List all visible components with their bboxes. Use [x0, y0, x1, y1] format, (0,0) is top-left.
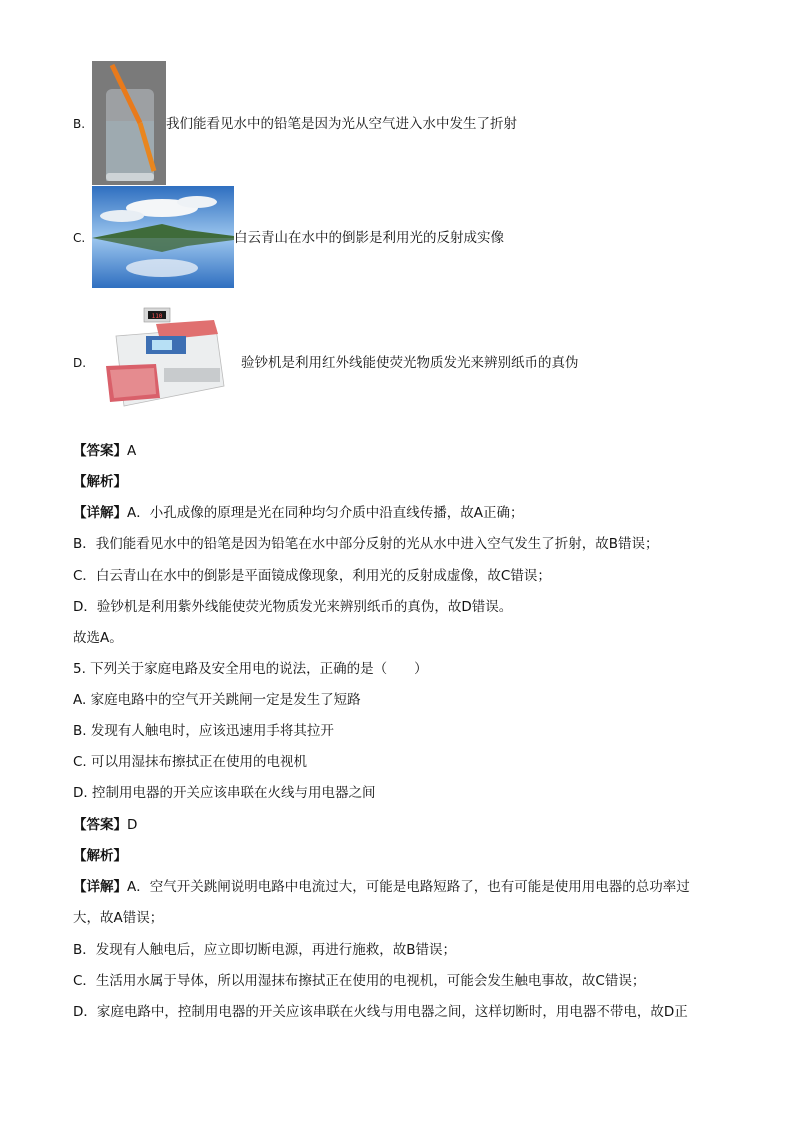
q4-answer	[73, 441, 136, 461]
q5-explanation-line	[73, 877, 690, 897]
lake-reflection-image	[92, 186, 234, 288]
machine-display-text: 110	[151, 313, 163, 320]
q5-stem: 5. 下列关于家庭电路及安全用电的说法，正确的是（ ）	[73, 661, 428, 677]
money-counter-image	[96, 306, 241, 414]
option-d-text: 验钞机是利用红外线能使荧光物质发光来辨别纸币的真伪	[241, 355, 579, 371]
q4-explanation-line: B．我们能看见水中的铅笔是因为铅笔在水中部分反射的光从水中进入空气发生了折射，故B错误；	[73, 536, 659, 552]
pencil-in-water-image	[92, 61, 166, 185]
q5-explanation-line: B．发现有人触电后，应立即切断电源，再进行施救，故B错误；	[73, 942, 457, 958]
q4-explanation-line: D．验钞机是利用紫外线能使荧光物质发光来辨别纸币的真伪，故D错误。	[73, 599, 513, 615]
q5-explanation-text: A．空气开关跳闸说明电路中电流过大，可能是电路短路了，也有可能是使用用电器的总功率过	[127, 879, 690, 895]
option-d-letter: D.	[73, 356, 87, 370]
q5-option-b: B. 发现有人触电时，应该迅速用手将其拉开	[73, 723, 334, 739]
q5-detail-tag: 【详解】	[73, 879, 127, 895]
q5-analysis-heading	[73, 846, 127, 866]
q4-analysis-tag: 【解析】	[73, 474, 127, 490]
q4-explanation-line	[73, 503, 523, 523]
q4-explanation-line: C．白云青山在水中的倒影是平面镜成像现象，利用光的反射成虚像，故C错误；	[73, 568, 551, 584]
q4-explanation-text: A．小孔成像的原理是光在同种均匀介质中沿直线传播，故A正确；	[127, 505, 524, 521]
q4-analysis-heading	[73, 472, 127, 492]
option-c-text: 白云青山在水中的倒影是利用光的反射成实像	[234, 230, 504, 246]
q5-explanation-line: D．家庭电路中，控制用电器的开关应该串联在火线与用电器之间，这样切断时，用电器不带电，故D正	[73, 1004, 688, 1020]
option-c-letter: C.	[73, 231, 86, 245]
option-b-text: 我们能看见水中的铅笔是因为光从空气进入水中发生了折射	[166, 116, 517, 132]
q4-answer-tag: 【答案】	[73, 443, 127, 459]
q5-option-c: C. 可以用湿抹布擦拭正在使用的电视机	[73, 754, 308, 770]
q5-explanation-line: 大，故A错误；	[73, 910, 164, 926]
option-b-letter: B.	[73, 117, 86, 131]
q5-explanation-line: C．生活用水属于导体，所以用湿抹布擦拭正在使用的电视机，可能会发生触电事故，故C错误；	[73, 973, 646, 989]
q4-detail-tag: 【详解】	[73, 505, 127, 521]
q5-answer-tag: 【答案】	[73, 817, 127, 833]
q5-answer-value: D	[127, 817, 138, 833]
q4-answer-value: A	[127, 443, 137, 459]
q4-conclusion: 故选A。	[73, 630, 123, 646]
q5-answer	[73, 815, 137, 835]
q5-option-d: D. 控制用电器的开关应该串联在火线与用电器之间	[73, 785, 376, 801]
q5-analysis-tag: 【解析】	[73, 848, 127, 864]
q5-option-a: A. 家庭电路中的空气开关跳闸一定是发生了短路	[73, 692, 361, 708]
